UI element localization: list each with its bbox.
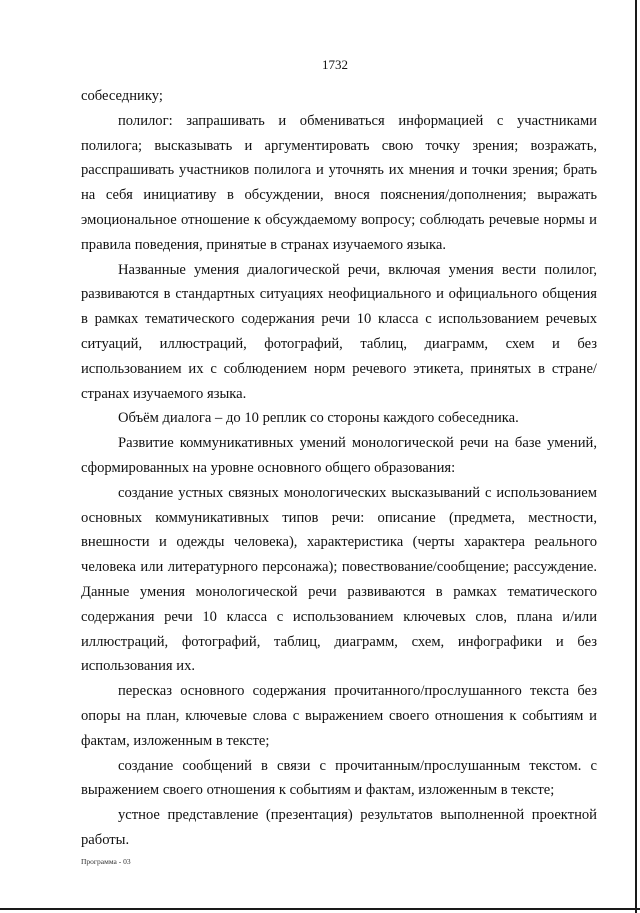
paragraph: создание устных связных монологических высказываний с использованием основных коммуникативных типов речи: описание (предмета, местности, внешности и одежды человека), характеристика (черты характера реального человека или литературного персонажа); повествование/сообщение; рассуждение. Данные умения монологической речи развиваются в рамках тематического содержания речи 10 класса с использованием ключевых слов, плана и/или иллюстраций, фотографий, таблиц, диаграмм, схем, инфографики и без использования их. xyxy=(81,484,597,675)
scan-edge-bottom xyxy=(0,908,640,910)
page-number: 1732 xyxy=(322,57,348,72)
paragraph: полилог: запрашивать и обмениваться информацией с участниками полилога; высказывать и аргументировать свою точку зрения; возражать, расспрашивать участников полилога и уточнять их мнения и точки зрения; брать на себя инициативу в обсуждении, внося пояснения/дополнения; выражать эмоциональное отношение к обсуждаемому вопросу; соблюдать речевые нормы и правила поведения, принятые в странах изучаемого языка. xyxy=(81,112,597,253)
paragraph: Названные умения диалогической речи, включая умения вести полилог, развиваются в стандартных ситуациях неофициального и официального общения в рамках тематического содержания речи 10 класса с использованием речевых ситуаций, иллюстраций, фотографий, таблиц, диаграмм, схем и без использованием их с соблюдением норм речевого этикета, принятых в стране/странах изучаемого языка. xyxy=(81,261,597,402)
paragraph: Объём диалога – до 10 реплик со стороны каждого собеседника. xyxy=(118,410,519,427)
paragraph: Развитие коммуникативных умений монологической речи на базе умений, сформированных на уровне основного общего образования: xyxy=(81,435,597,476)
scan-edge-right xyxy=(635,0,637,913)
paragraph: пересказ основного содержания прочитанного/прослушанного текста без опоры на план, ключевые слова с выражением своего отношения к событиям и фактам, изложенным в тексте; xyxy=(81,683,597,749)
body-text xyxy=(81,84,597,853)
paragraph: устное представление (презентация) результатов выполненной проектной работы. xyxy=(81,807,597,848)
paragraph: собеседнику; xyxy=(81,88,163,104)
footer-note: Программа - 03 xyxy=(81,857,131,866)
paragraph: создание сообщений в связи с прочитанным/прослушанным текстом. с выражением своего отношения к событиям и фактам, изложенным в тексте; xyxy=(81,757,597,799)
